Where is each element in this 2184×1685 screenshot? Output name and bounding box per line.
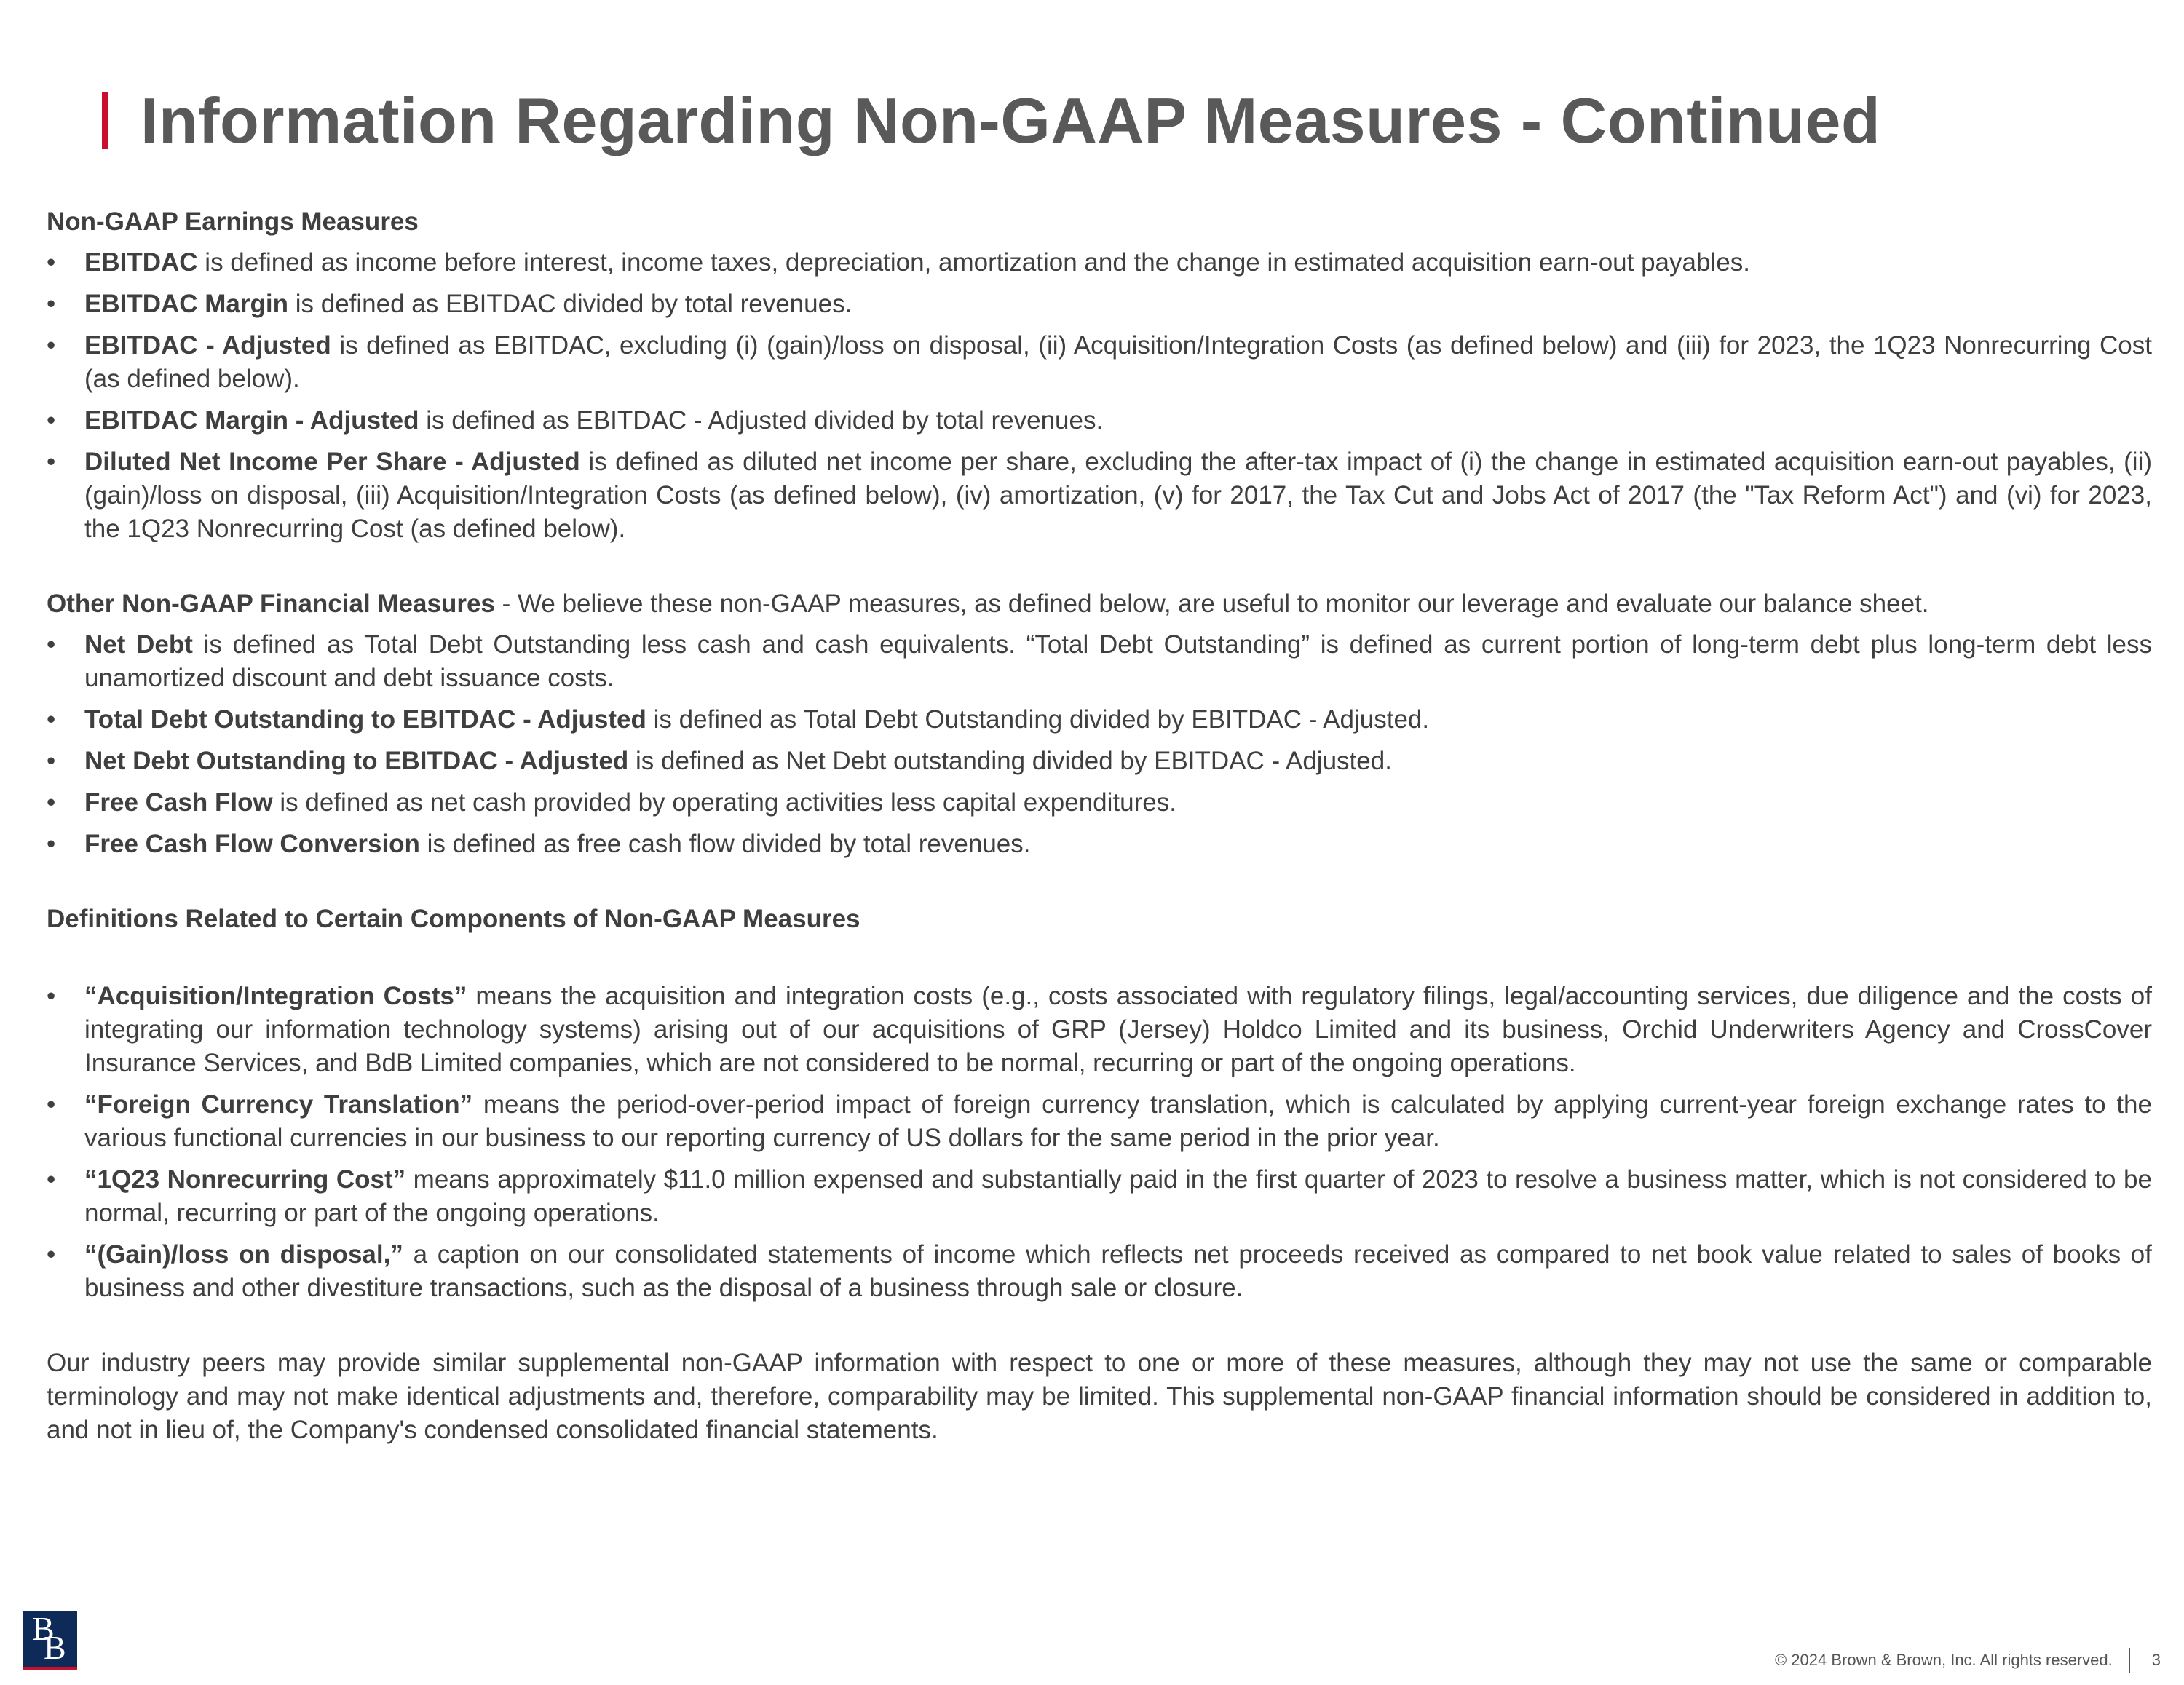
earnings-list (47, 246, 2152, 546)
definition: means approximately $11.0 million expensed and substantially paid in the first quarter of 2023 to resolve a business matter, which is not considered to be normal, recurring or part of the ongoing operations. (84, 1165, 2152, 1227)
list-item (47, 1238, 2152, 1305)
term: Total Debt Outstanding to EBITDAC - Adjusted (84, 705, 646, 734)
page-number: 3 (2151, 1651, 2161, 1669)
section-heading-other-title: Other Non-GAAP Financial Measures (47, 590, 495, 618)
definition: is defined as EBITDAC - Adjusted divided by total revenues. (419, 406, 1104, 435)
definition: means the acquisition and integration costs (e.g., costs associated with regulatory filings, legal/accounting services, due diligence and the costs of integrating our information technology systems) arising out of our acquisitions of GRP (Jersey) Holdco Limited and its business, Orchid Underwriters Agency and CrossCover Insurance Services, and BdB Limited companies, which are not considered to be normal, recurring or part of the ongoing operations. (84, 982, 2152, 1077)
copyright-text: © 2024 Brown & Brown, Inc. All rights reserved. (1774, 1651, 2113, 1669)
list-item (47, 828, 2152, 861)
term: “Foreign Currency Translation” (84, 1090, 473, 1119)
list-item (47, 246, 2152, 279)
term: Free Cash Flow (84, 788, 273, 817)
definitions-list (47, 980, 2152, 1305)
definition: is defined as Total Debt Outstanding less cash and cash equivalents. “Total Debt Outstanding” is defined as current portion of long-term debt plus long-term debt less unamortized discount and debt issuance costs. (84, 630, 2152, 692)
definition: is defined as net cash provided by operating activities less capital expenditures. (272, 788, 1176, 817)
section-intro: - We believe these non-GAAP measures, as defined below, are useful to monitor our leverage and evaluate our balance sheet. (494, 590, 1929, 618)
definition: is defined as Net Debt outstanding divided by EBITDAC - Adjusted. (628, 747, 1392, 775)
list-item (47, 1088, 2152, 1155)
closing-paragraph: Our industry peers may provide similar supplemental non-GAAP information with respect to one or more of these measures, although they may not use the same or comparable terminology and may not make identical adjustments and, therefore, comparability may be limited. This supplemental non-GAAP financial information should be considered in addition to, and not in lieu of, the Company's condensed consolidated financial statements. (47, 1349, 2152, 1444)
footer-divider (2129, 1648, 2130, 1673)
other-measures-list (47, 628, 2152, 861)
definition: is defined as Total Debt Outstanding divided by EBITDAC - Adjusted. (646, 705, 1430, 734)
footer (1775, 1648, 2161, 1673)
list-item (47, 980, 2152, 1080)
page-title: Information Regarding Non-GAAP Measures - Continued (141, 84, 1881, 156)
list-item (47, 329, 2152, 396)
term: EBITDAC Margin (84, 290, 288, 318)
list-item (47, 703, 2152, 737)
definition: means the period-over-period impact of foreign currency translation, which is calculated by applying current-year foreign exchange rates to the various functional currencies in our business to our reporting currency of US dollars for the same period in the prior year. (84, 1090, 2152, 1152)
section-heading-definitions: Definitions Related to Certain Components of Non-GAAP Measures (47, 905, 860, 933)
brown-brown-logo (23, 1611, 77, 1670)
list-item (47, 786, 2152, 820)
list-item (47, 745, 2152, 778)
list-item (47, 628, 2152, 695)
term: EBITDAC - Adjusted (84, 331, 331, 360)
term: Diluted Net Income Per Share - Adjusted (84, 448, 580, 476)
list-item (47, 404, 2152, 437)
title-block (102, 84, 1880, 158)
definition: is defined as income before interest, income taxes, depreciation, amortization and the change in estimated acquisition earn-out payables. (197, 248, 1750, 277)
term: “1Q23 Nonrecurring Cost” (84, 1165, 406, 1194)
section-heading-earnings: Non-GAAP Earnings Measures (47, 207, 419, 236)
term: EBITDAC (84, 248, 198, 277)
title-accent-bar (102, 92, 108, 149)
list-item (47, 1163, 2152, 1230)
logo-letter: B (32, 1610, 55, 1647)
term: Net Debt (84, 630, 193, 659)
list-item (47, 445, 2152, 546)
section-heading-other (47, 587, 2152, 621)
definition: is defined as EBITDAC divided by total revenues. (288, 290, 852, 318)
content-body (47, 205, 2152, 1454)
logo-letter: B (44, 1629, 66, 1666)
term: “Acquisition/Integration Costs” (84, 982, 467, 1010)
term: Net Debt Outstanding to EBITDAC - Adjusted (84, 747, 629, 775)
definition: a caption on our consolidated statements of income which reflects net proceeds received as compared to net book value related to sales of books of business and other divestiture transactions, such as the disposal of a business through sale or closure. (84, 1240, 2153, 1302)
definition: is defined as diluted net income per share, excluding the after-tax impact of (i) the change in estimated acquisition earn-out payables, (ii) (gain)/loss on disposal, (iii) Acquisition/Integration Costs (as defined below), (iv) amortization, (v) for 2017, the Tax Cut and Jobs Act of 2017 (the "Tax Reform Act") and (vi) for 2023, the 1Q23 Nonrecurring Cost (as defined below). (84, 448, 2152, 543)
term: EBITDAC Margin - Adjusted (84, 406, 419, 435)
list-item (47, 288, 2152, 321)
definition: is defined as EBITDAC, excluding (i) (gain)/loss on disposal, (ii) Acquisition/Integration Costs (as defined below) and (iii) for 2023, the 1Q23 Nonrecurring Cost (as defined below). (84, 331, 2152, 393)
term: “(Gain)/loss on disposal,” (84, 1240, 403, 1269)
definition: is defined as free cash flow divided by total revenues. (419, 830, 1031, 858)
term: Free Cash Flow Conversion (84, 830, 420, 858)
